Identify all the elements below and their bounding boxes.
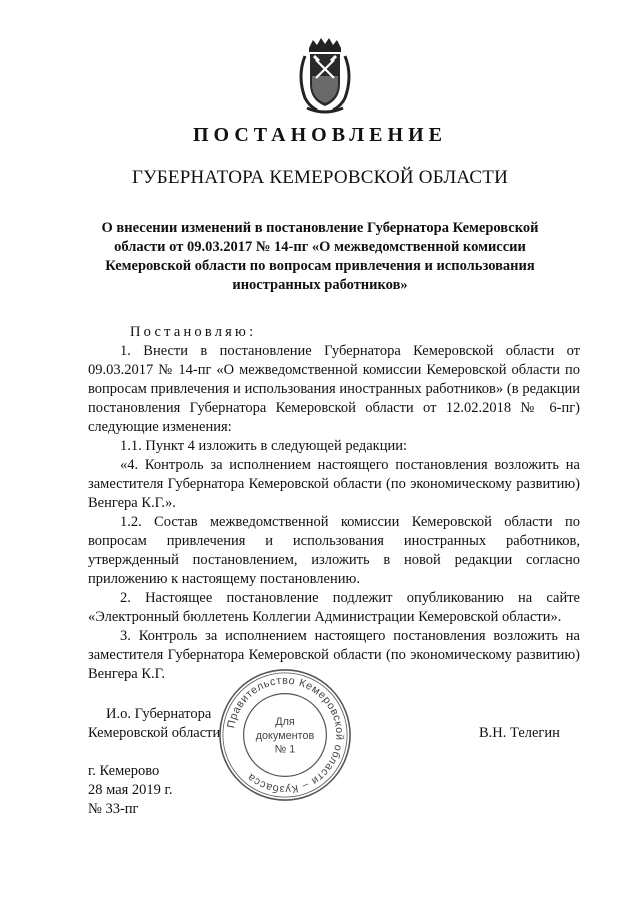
paragraph-quoted-4: «4. Контроль за исполнением настоящего постановления возложить на заместителя Губернатора Кемеровской области (по экономическому развитию) Венгера К.Г.». bbox=[88, 457, 580, 511]
signatory-position-line2: Кемеровской области bbox=[88, 725, 221, 741]
coat-of-arms-emblem bbox=[295, 36, 355, 116]
document-city: г. Кемерово bbox=[88, 763, 160, 779]
signatory-name: В.Н. Телегин bbox=[479, 725, 560, 741]
resolve-line: Постановляю: bbox=[130, 324, 257, 340]
paragraph-1: 1. Внести в постановление Губернатора Кемеровской области от 09.03.2017 № 14-пг «О межведомственной комиссии Кемеровской области по вопросам привлечения и использования иностранных работников» (в редакции постановления Губернатора Кемеровской области от 12.02.2018 № 6-пг) следующие изменения: bbox=[88, 343, 580, 435]
document-date: 28 мая 2019 г. bbox=[88, 782, 173, 798]
stamp-center-line2: документов bbox=[255, 729, 315, 742]
stamp-center-line1: Для bbox=[275, 716, 295, 729]
document-title: ПОСТАНОВЛЕНИЕ bbox=[193, 124, 447, 146]
official-stamp bbox=[216, 666, 354, 804]
document-meta bbox=[88, 762, 173, 819]
stamp-ring-text: Правительство Кемеровской области – Кузбасса bbox=[225, 674, 346, 796]
document-issuer: ГУБЕРНАТОРА КЕМЕРОВСКОЙ ОБЛАСТИ bbox=[131, 167, 509, 188]
paragraph-2: 2. Настоящее постановление подлежит опубликованию на сайте «Электронный бюллетень Коллегии Администрации Кемеровской области». bbox=[88, 590, 580, 625]
document-subject: О внесении изменений в постановление Губернатора Кемеровской области от 09.03.2017 № 14-пг «О межведомственной комиссии Кемеровской области по вопросам привлечения и использования иностранных работников» bbox=[101, 220, 539, 293]
paragraph-1-1: 1.1. Пункт 4 изложить в следующей редакции: bbox=[120, 438, 408, 454]
signatory-position-line1: И.о. Губернатора bbox=[106, 706, 212, 722]
paragraph-1-2: 1.2. Состав межведомственной комиссии Кемеровской области по вопросам привлечения и использования иностранных работников, утвержденный постановлением, изложить в новой редакции согласно приложению к настоящему постановлению. bbox=[88, 514, 580, 587]
paragraph-3: 3. Контроль за исполнением настоящего постановления возложить на заместителя Губернатора Кемеровской области (по экономическому развитию) Венгера К.Г. bbox=[88, 628, 580, 682]
stamp-center-line3: № 1 bbox=[274, 743, 296, 756]
signatory-position bbox=[88, 705, 220, 743]
document-number: № 33-пг bbox=[88, 801, 139, 817]
document-body bbox=[88, 323, 580, 684]
